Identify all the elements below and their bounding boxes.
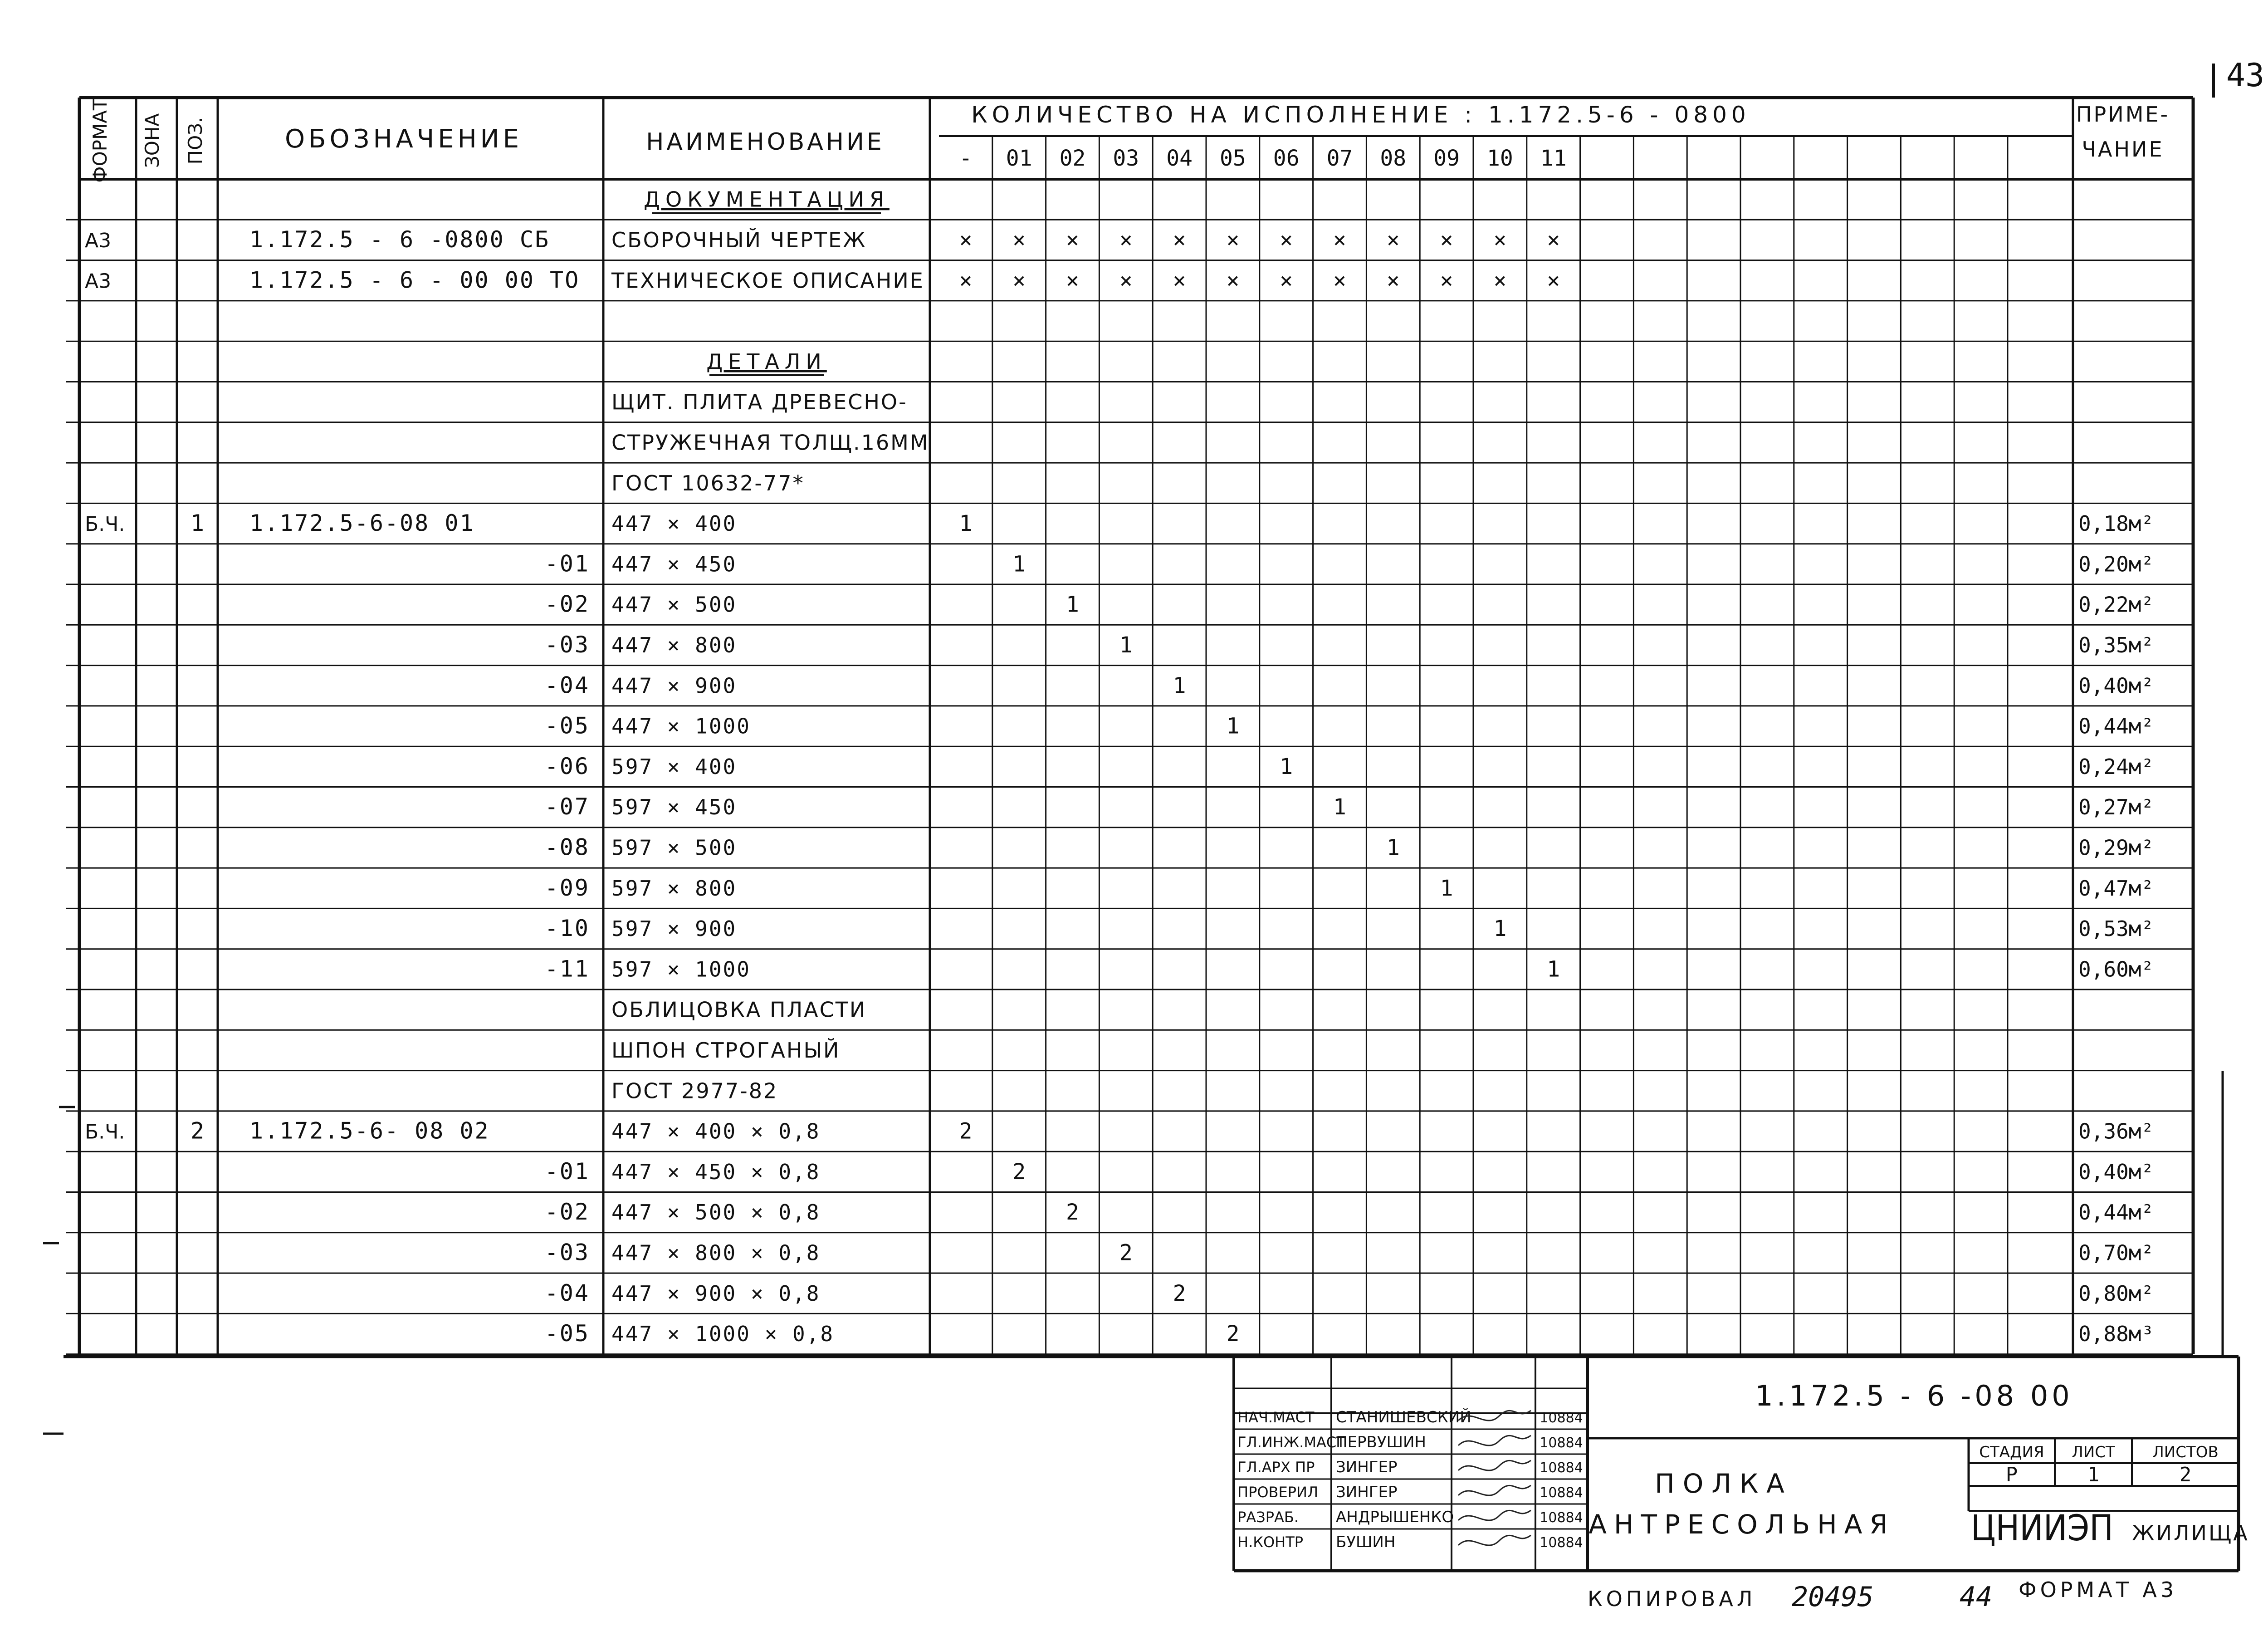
cell-designation: -08 <box>544 834 590 861</box>
table-row <box>85 267 1560 293</box>
table-row <box>611 390 908 414</box>
signature-row <box>1237 1533 1583 1551</box>
table-row <box>611 471 805 495</box>
title-line2: АНТРЕСОЛЬНАЯ <box>1589 1509 1895 1540</box>
cell-designation: -09 <box>544 874 590 901</box>
cell-name: СТРУЖЕЧНАЯ ТОЛЩ.16ММ <box>611 430 929 455</box>
cell-note: 0,22м² <box>2078 592 2154 617</box>
table-row <box>545 955 2154 982</box>
header-note-line2: ЧАНИЕ <box>2082 137 2164 162</box>
cell-quantity: 1 <box>1386 835 1400 861</box>
stage-value: Р <box>2005 1463 2018 1486</box>
cell-note: 0,70м² <box>2078 1240 2154 1265</box>
sheet-value: 1 <box>2087 1463 2100 1486</box>
cell-designation: -03 <box>544 632 590 658</box>
cell-quantity: × <box>1173 227 1186 253</box>
cell-note: 0,47м² <box>2078 876 2154 901</box>
table-row <box>545 1158 2154 1185</box>
cell-quantity: × <box>1386 268 1400 294</box>
cell-quantity: 2 <box>1119 1240 1133 1266</box>
cell-designation: -01 <box>544 1158 590 1185</box>
cell-quantity: × <box>959 227 973 253</box>
cell-note: 0,20м² <box>2078 552 2154 577</box>
cell-name: 447 × 900 <box>611 673 737 698</box>
cell-quantity: × <box>1226 227 1240 253</box>
table-row <box>545 591 2154 617</box>
table-row <box>611 1038 840 1063</box>
cell-name: 447 × 1000 × 0,8 <box>611 1322 835 1347</box>
cell-name: 447 × 900 × 0,8 <box>611 1281 821 1306</box>
cell-quantity: 1 <box>1333 794 1346 820</box>
signature-name: СТАНИШЕВСКИЙ <box>1336 1408 1471 1426</box>
signature-row <box>1237 1408 1583 1426</box>
cell-designation: -07 <box>544 794 590 820</box>
variant-label: 04 <box>1166 146 1193 171</box>
cell-note: 0,40м² <box>2078 1159 2154 1184</box>
signature-role: ПРОВЕРИЛ <box>1237 1484 1319 1501</box>
cell-note: 0,88м³ <box>2078 1322 2154 1347</box>
cell-name: ТЕХНИЧЕСКОЕ ОПИСАНИЕ <box>611 268 924 293</box>
table-body <box>85 187 2154 1347</box>
cell-designation: 1.172.5-6- 08 02 <box>249 1117 490 1144</box>
cell-quantity: 1 <box>1493 916 1507 942</box>
cell-quantity: 1 <box>1173 673 1186 699</box>
cell-name: ШПОН СТРОГАНЫЙ <box>611 1038 841 1063</box>
variant-label: 10 <box>1487 146 1513 171</box>
header-quantity: КОЛИЧЕСТВО НА ИСПОЛНЕНИЕ : 1.172.5-6 - 0800 <box>971 102 1750 128</box>
table-header <box>89 98 2170 183</box>
cell-quantity: × <box>1440 227 1453 253</box>
cell-note: 0,80м² <box>2078 1281 2154 1306</box>
copied-label: КОПИРОВАЛ <box>1588 1587 1756 1611</box>
organization-suffix: ЖИЛИЩА <box>2132 1521 2249 1545</box>
header-position: ПОЗ. <box>184 117 206 165</box>
cell-designation: -02 <box>544 1199 590 1225</box>
cell-quantity: × <box>1066 268 1079 294</box>
signature-row <box>1237 1458 1583 1476</box>
table-row <box>545 753 2154 779</box>
signature-date: 10884 <box>1540 1435 1583 1451</box>
signature-date: 10884 <box>1540 1410 1583 1426</box>
cell-format: А3 <box>85 229 112 253</box>
handwritten-signature <box>1458 1460 1531 1470</box>
sheet-mark: 44 <box>1960 1581 1993 1613</box>
cell-quantity: × <box>1012 227 1026 253</box>
cell-format: Б.Ч. <box>85 513 125 536</box>
table-row <box>545 713 2154 739</box>
header-note-line1: ПРИМЕ- <box>2076 102 2170 127</box>
header-name: НАИМЕНОВАНИЕ <box>646 128 885 156</box>
organization-name: ЦНИИЭП <box>1971 1508 2114 1549</box>
variant-label: 07 <box>1326 146 1353 171</box>
table-row <box>545 1239 2154 1266</box>
variant-label: 02 <box>1059 146 1086 171</box>
signature-date: 10884 <box>1540 1485 1583 1501</box>
cell-name: СБОРОЧНЫЙ ЧЕРТЕЖ <box>611 228 867 253</box>
cell-designation: -05 <box>544 712 590 739</box>
cell-quantity: 1 <box>1440 875 1453 901</box>
cell-note: 0,53м² <box>2078 916 2154 941</box>
cell-quantity: × <box>1547 268 1560 294</box>
cell-name: ДОКУМЕНТАЦИЯ <box>644 187 890 212</box>
signature-date: 10884 <box>1540 1510 1583 1526</box>
table-row <box>545 1199 2154 1225</box>
table-row <box>545 875 2154 901</box>
cell-position: 1 <box>190 510 205 537</box>
cell-quantity: 1 <box>1280 754 1293 779</box>
title-line1: ПОЛКА <box>1655 1468 1793 1499</box>
signature-row <box>1237 1483 1583 1501</box>
table-row <box>545 1280 2154 1306</box>
table-row <box>545 672 2154 698</box>
signature-name: ПЕРВУШИН <box>1336 1433 1426 1451</box>
signature-name: ЗИНГЕР <box>1336 1458 1398 1476</box>
cell-note: 0,29м² <box>2078 835 2154 860</box>
cell-name: ОБЛИЦОВКА ПЛАСТИ <box>611 997 867 1022</box>
table-row <box>545 1320 2154 1347</box>
cell-designation: -02 <box>544 591 590 617</box>
signature-role: Н.КОНТР <box>1237 1533 1304 1551</box>
variant-label: - <box>959 146 973 171</box>
cell-name: 447 × 450 <box>611 552 737 577</box>
doc-number: 1.172.5 - 6 -08 00 <box>1755 1379 2073 1412</box>
header-designation: ОБОЗНАЧЕНИЕ <box>284 124 523 154</box>
cell-name: 597 × 500 <box>611 835 737 860</box>
cell-note: 0,60м² <box>2078 957 2154 982</box>
table-row <box>545 915 2154 941</box>
table-row <box>611 998 866 1022</box>
signature-role: ГЛ.ИНЖ.МАСТ <box>1237 1434 1345 1451</box>
variant-label: 05 <box>1220 146 1246 171</box>
table-row <box>85 510 2154 536</box>
header-zone: ЗОНА <box>141 113 163 168</box>
table-row <box>545 550 2154 577</box>
cell-name: 597 × 800 <box>611 876 737 901</box>
table-row <box>85 226 1560 253</box>
cell-designation: -03 <box>544 1239 590 1266</box>
cell-quantity: × <box>959 268 973 294</box>
cell-name: 447 × 500 <box>611 592 737 617</box>
format-label: ФОРМАТ А3 <box>2019 1577 2178 1602</box>
cell-quantity: × <box>1226 268 1240 294</box>
sheets-value: 2 <box>2179 1463 2192 1486</box>
cell-name: ГОСТ 10632-77* <box>611 470 805 495</box>
cell-name: 597 × 450 <box>611 795 737 820</box>
signature-name: АНДРЫШЕНКО <box>1336 1508 1454 1526</box>
cell-quantity: × <box>1119 268 1133 294</box>
signature-name: ЗИНГЕР <box>1336 1483 1398 1501</box>
signature-role: ГЛ.АРХ ПР <box>1237 1459 1315 1476</box>
table-row <box>611 1078 778 1103</box>
cell-quantity: 2 <box>959 1118 973 1144</box>
cell-quantity: 1 <box>959 511 973 537</box>
cell-designation: -01 <box>544 550 590 577</box>
signature-row <box>1237 1433 1583 1451</box>
cell-quantity: 1 <box>1226 713 1240 739</box>
cell-quantity: 2 <box>1066 1200 1079 1225</box>
variant-label: 11 <box>1540 146 1567 171</box>
cell-designation: 1.172.5 - 6 - 00 00 ТО <box>249 267 580 294</box>
cell-quantity: × <box>1440 268 1453 294</box>
sheet-label: ЛИСТ <box>2072 1443 2115 1461</box>
handwritten-signature <box>1458 1485 1531 1495</box>
cell-designation: 1.172.5-6-08 01 <box>249 510 475 537</box>
cell-name: 447 × 800 <box>611 633 737 658</box>
sheets-label: ЛИСТОВ <box>2152 1443 2219 1461</box>
cell-quantity: × <box>1066 227 1079 253</box>
cell-format: Б.Ч. <box>85 1120 125 1144</box>
title-block <box>64 1357 2249 1571</box>
stage-label: СТАДИЯ <box>1979 1443 2044 1461</box>
handwritten-signature <box>1458 1535 1531 1545</box>
cell-quantity: 1 <box>1547 956 1560 982</box>
signature-role: РАЗРАБ. <box>1237 1509 1299 1526</box>
cell-note: 0,44м² <box>2078 714 2154 739</box>
cell-name: 447 × 400 × 0,8 <box>611 1119 821 1144</box>
cell-note: 0,44м² <box>2078 1200 2154 1225</box>
signature-date: 10884 <box>1540 1535 1583 1551</box>
signature-name: БУШИН <box>1336 1533 1396 1551</box>
cell-note: 0,36м² <box>2078 1119 2154 1144</box>
variant-label: 06 <box>1273 146 1300 171</box>
variant-label: 09 <box>1433 146 1460 171</box>
cell-format: А3 <box>85 269 112 293</box>
table-row <box>611 431 929 455</box>
cell-quantity: × <box>1119 227 1133 253</box>
header-format: ФОРМАТ <box>89 98 111 183</box>
variant-label: 03 <box>1113 146 1139 171</box>
signature-date: 10884 <box>1540 1460 1583 1476</box>
cell-quantity: × <box>1173 268 1186 294</box>
cell-name: 447 × 400 <box>611 511 737 536</box>
cell-quantity: 2 <box>1173 1280 1186 1306</box>
cell-quantity: × <box>1280 227 1293 253</box>
table-row <box>545 794 2154 820</box>
signature-row <box>1237 1508 1583 1526</box>
cell-quantity: 1 <box>1012 551 1026 577</box>
handwritten-signature <box>1458 1435 1531 1445</box>
cell-note: 0,27м² <box>2078 795 2154 820</box>
cell-quantity: × <box>1386 227 1400 253</box>
copied-number: 20495 <box>1792 1581 1874 1613</box>
cell-quantity: × <box>1333 227 1346 253</box>
cell-designation: -04 <box>544 672 590 699</box>
cell-designation: -11 <box>544 955 590 982</box>
cell-quantity: × <box>1547 227 1560 253</box>
cell-note: 0,40м² <box>2078 673 2154 698</box>
table-row <box>85 1118 2154 1144</box>
cell-name: 597 × 400 <box>611 754 737 779</box>
cell-position: 2 <box>190 1117 205 1144</box>
cell-quantity: 1 <box>1119 632 1133 658</box>
cell-name: 447 × 450 × 0,8 <box>611 1159 821 1184</box>
cell-quantity: 2 <box>1012 1159 1026 1185</box>
cell-designation: -05 <box>544 1320 590 1347</box>
variant-label: 01 <box>1006 146 1032 171</box>
table-row <box>545 834 2154 861</box>
cell-quantity: 2 <box>1226 1321 1240 1347</box>
cell-note: 0,18м² <box>2078 511 2154 536</box>
cell-quantity: × <box>1493 227 1507 253</box>
page-number: 43 <box>2226 57 2265 94</box>
table-row <box>706 349 827 375</box>
signature-role: НАЧ.МАСТ <box>1237 1409 1315 1426</box>
cell-quantity: × <box>1280 268 1293 294</box>
cell-name: ГОСТ 2977-82 <box>611 1078 778 1103</box>
cell-name: 597 × 900 <box>611 916 737 941</box>
cell-name: 447 × 800 × 0,8 <box>611 1240 821 1265</box>
cell-designation: -04 <box>544 1279 590 1306</box>
cell-quantity: × <box>1333 268 1346 294</box>
cell-name: 447 × 1000 <box>611 714 751 739</box>
cell-designation: -06 <box>544 753 590 779</box>
table-row <box>545 632 2154 658</box>
cell-designation: -10 <box>544 915 590 942</box>
cell-note: 0,24м² <box>2078 754 2154 779</box>
cell-name: ЩИТ. ПЛИТА ДРЕВЕСНО- <box>611 390 908 415</box>
handwritten-signature <box>1458 1510 1531 1520</box>
cell-name: 597 × 1000 <box>611 957 751 982</box>
cell-name: 447 × 500 × 0,8 <box>611 1200 821 1225</box>
cell-quantity: × <box>1012 268 1026 294</box>
cell-designation: 1.172.5 - 6 -0800 СБ <box>249 226 550 253</box>
footer <box>1588 1577 2177 1613</box>
cell-quantity: 1 <box>1066 592 1079 617</box>
cell-name: ДЕТАЛИ <box>706 349 827 374</box>
cell-quantity: × <box>1493 268 1507 294</box>
table-row <box>644 187 890 213</box>
variant-label: 08 <box>1380 146 1407 171</box>
cell-note: 0,35м² <box>2078 633 2154 658</box>
